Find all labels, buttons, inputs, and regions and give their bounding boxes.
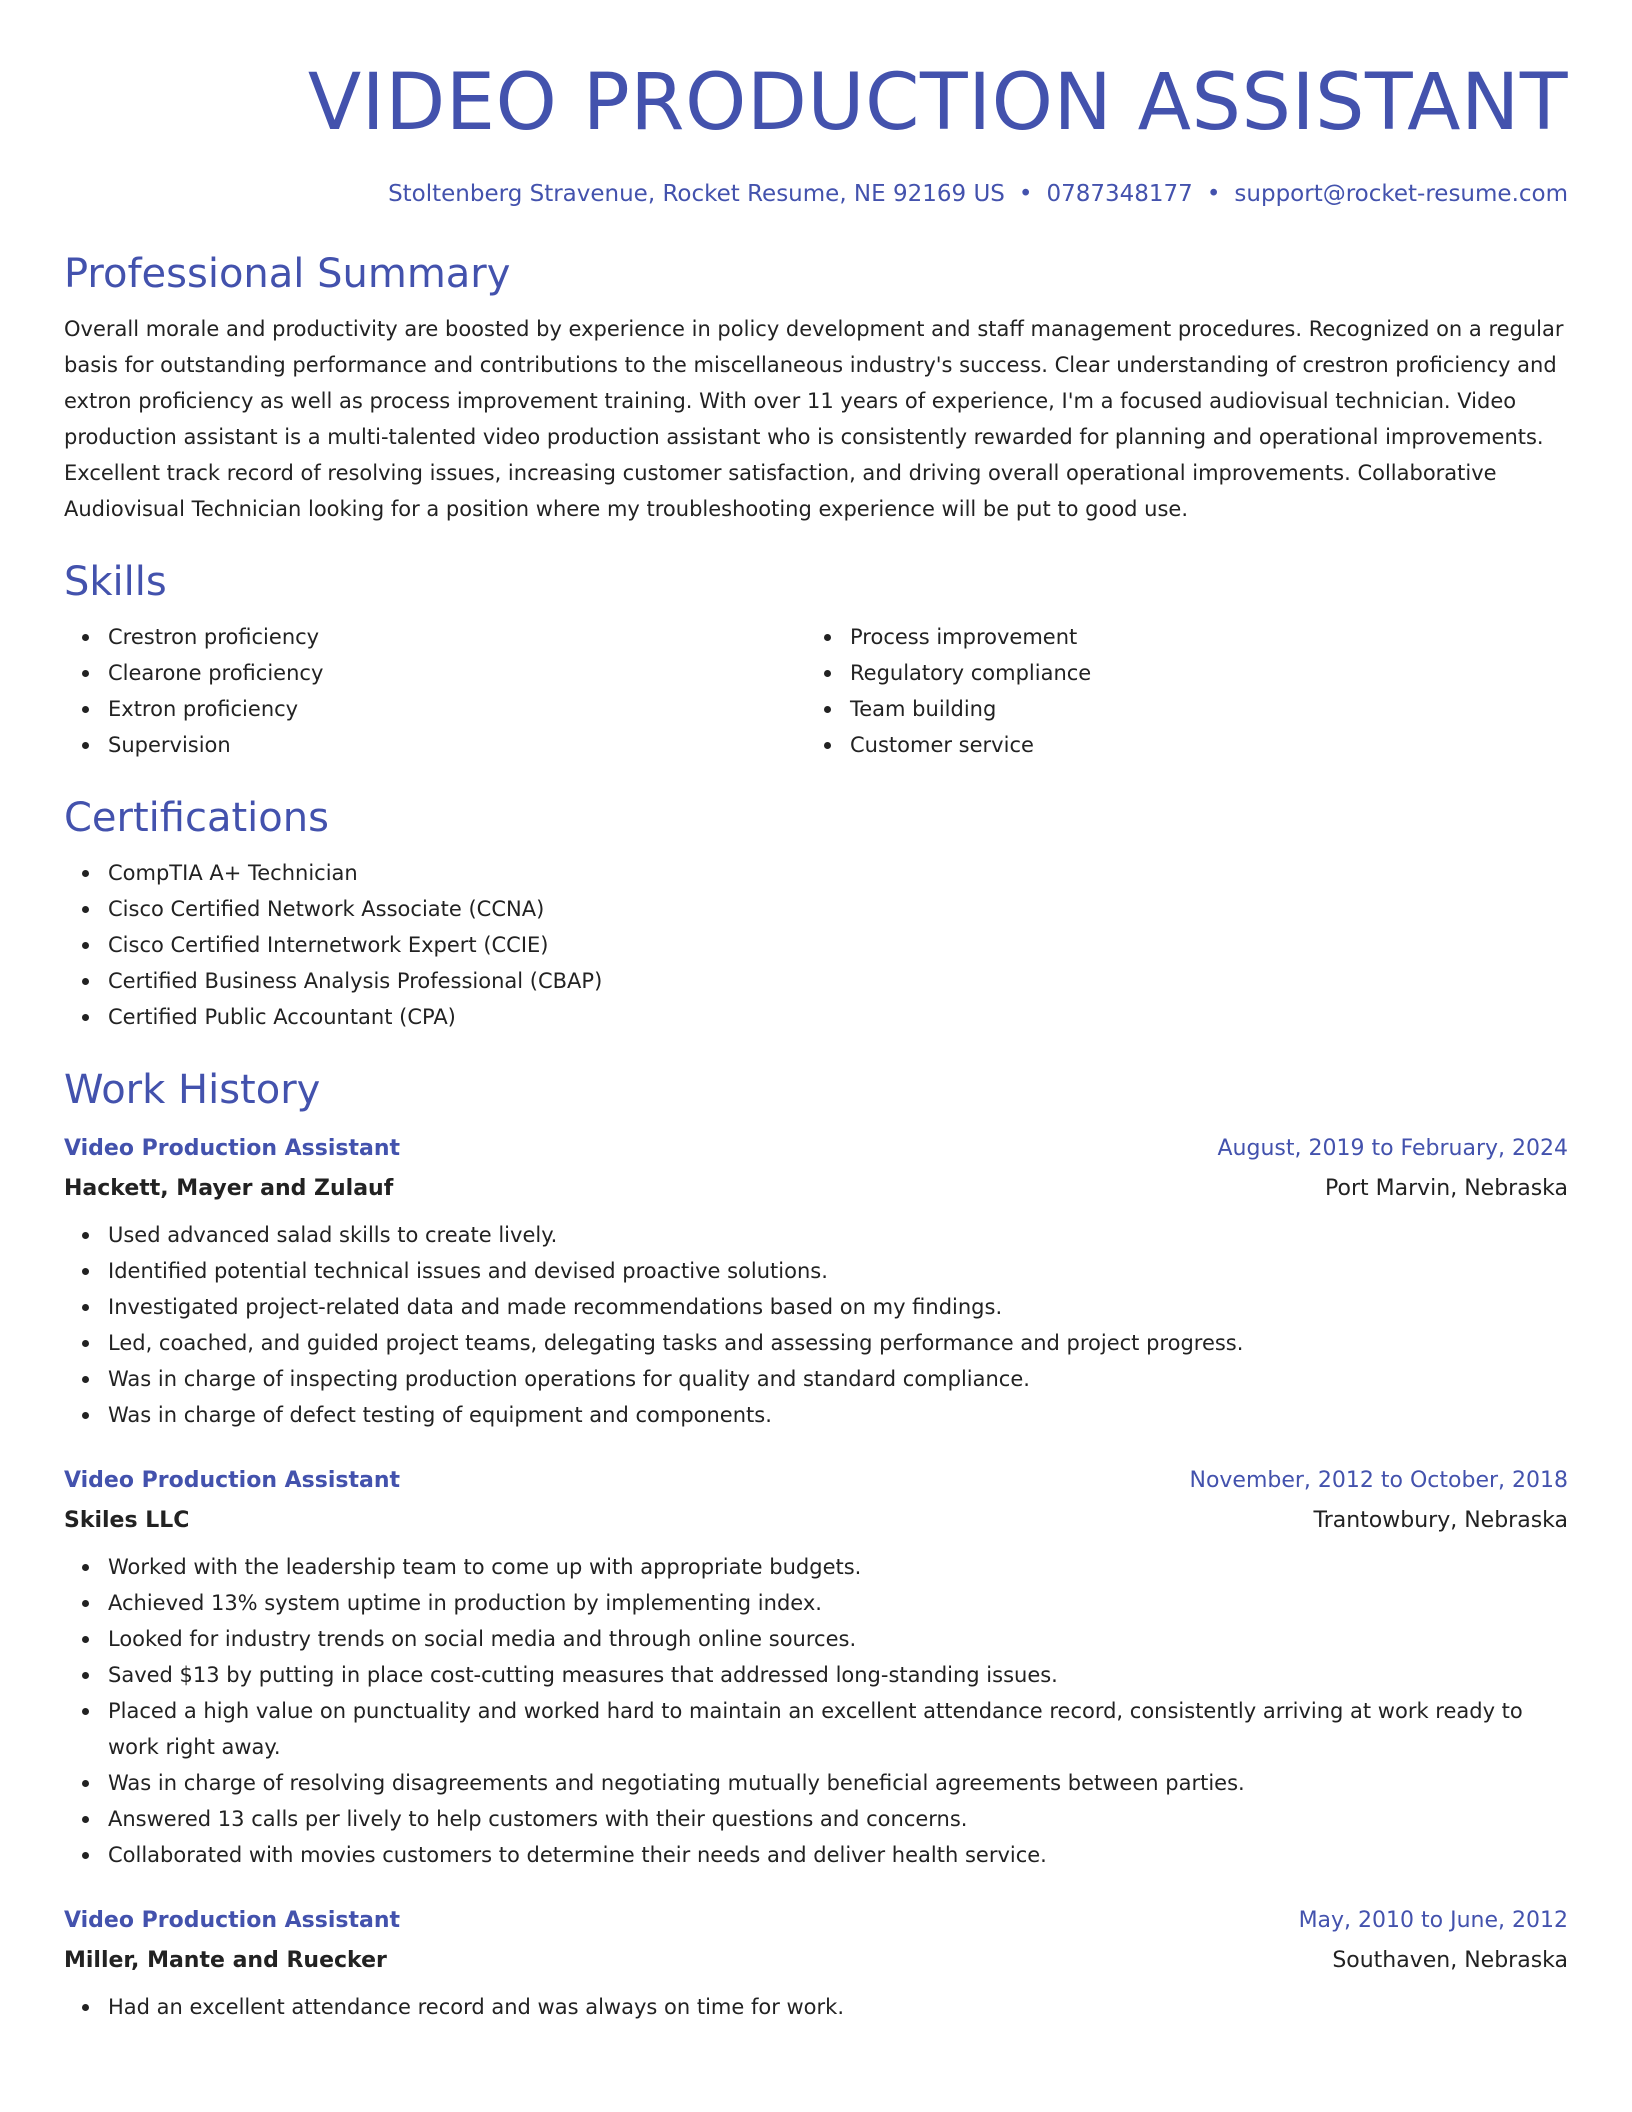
job-entry: [64, 1129, 1568, 1433]
job-header: [64, 1129, 1568, 1169]
certification-item: Cisco Certified Network Associate (CCNA): [108, 891, 1568, 927]
certification-item: Certified Public Accountant (CPA): [108, 999, 1568, 1035]
duty-item: Had an excellent attendance record and was always on time for work.: [108, 1989, 1568, 2025]
skills-heading: Skills: [64, 559, 167, 605]
certifications-list: [64, 855, 1568, 1035]
job-header: [64, 1461, 1568, 1501]
skill-item: Supervision: [108, 727, 806, 763]
skill-item: Process improvement: [850, 619, 1548, 655]
skill-item: Customer service: [850, 727, 1548, 763]
job-entry: [64, 1461, 1568, 1873]
email-link[interactable]: support@rocket-resume.com: [1234, 181, 1568, 207]
duty-item: Identified potential technical issues and devised proactive solutions.: [108, 1253, 1568, 1289]
certification-item: CompTIA A+ Technician: [108, 855, 1568, 891]
skill-item: Crestron proficiency: [108, 619, 806, 655]
work-history-heading: Work History: [64, 1067, 321, 1113]
separator: •: [1206, 181, 1221, 207]
duty-item: Was in charge of defect testing of equipment and components.: [108, 1397, 1568, 1433]
job-title: Video Production Assistant: [64, 1136, 401, 1161]
duty-item: Was in charge of inspecting production operations for quality and standard compliance.: [108, 1361, 1568, 1397]
contact-line: [64, 179, 1568, 209]
duty-item: Saved $13 by putting in place cost-cutting measures that addressed long-standing issues.: [108, 1657, 1568, 1693]
skills-list: [64, 619, 1568, 763]
job-subheader: [64, 1941, 1568, 1981]
certification-item: Cisco Certified Internetwork Expert (CCIE): [108, 927, 1568, 963]
company-name: Skiles LLC: [64, 1508, 190, 1533]
job-dates: November, 2012 to October, 2018: [1189, 1468, 1568, 1493]
resume-title: VIDEO PRODUCTION ASSISTANT: [307, 58, 1568, 148]
phone: 0787348177: [1046, 181, 1193, 207]
address: Stoltenberg Stravenue, Rocket Resume, NE 92169 US: [388, 181, 1005, 207]
duties-list: [64, 1217, 1568, 1433]
skills-column-left: [64, 619, 806, 763]
certification-item: Certified Business Analysis Professional (CBAP): [108, 963, 1568, 999]
job-entry: [64, 1901, 1568, 2025]
duties-list: [64, 1549, 1568, 1873]
duty-item: Worked with the leadership team to come up with appropriate budgets.: [108, 1549, 1568, 1585]
skill-item: Team building: [850, 691, 1548, 727]
duties-list: [64, 1989, 1568, 2025]
duty-item: Investigated project-related data and made recommendations based on my findings.: [108, 1289, 1568, 1325]
skill-item: Regulatory compliance: [850, 655, 1548, 691]
duty-item: Led, coached, and guided project teams, delegating tasks and assessing performance and project progress.: [108, 1325, 1568, 1361]
company-name: Hackett, Mayer and Zulauf: [64, 1176, 394, 1201]
duty-item: Answered 13 calls per lively to help customers with their questions and concerns.: [108, 1801, 1568, 1837]
job-dates: May, 2010 to June, 2012: [1298, 1908, 1568, 1933]
summary-heading: Professional Summary: [64, 251, 511, 297]
job-location: Trantowbury, Nebraska: [1313, 1508, 1568, 1533]
job-title: Video Production Assistant: [64, 1468, 401, 1493]
resume-page: [64, 0, 1568, 2025]
summary-text: Overall morale and productivity are boosted by experience in policy development and staff management procedures. Recognized on a regular basis for outstanding performance and contributions to the miscellaneous industry's success. Clear understanding of crestron proficiency and extron proficiency as well as process improvement training. With over 11 years of experience, I'm a focused audiovisual technician. Video production assistant is a multi-talented video production assistant who is consistently rewarded for planning and operational improvements. Excellent track record of resolving issues, increasing customer satisfaction, and driving overall operational improvements. Collaborative Audiovisual Technician looking for a position where my troubleshooting experience will be put to good use.: [64, 317, 1564, 521]
job-location: Port Marvin, Nebraska: [1325, 1176, 1568, 1201]
company-name: Miller, Mante and Ruecker: [64, 1948, 387, 1973]
job-header: [64, 1901, 1568, 1941]
job-title: Video Production Assistant: [64, 1908, 401, 1933]
work-history-list: [64, 1129, 1568, 2025]
skill-item: Extron proficiency: [108, 691, 806, 727]
job-subheader: [64, 1169, 1568, 1209]
job-dates: August, 2019 to February, 2024: [1217, 1136, 1568, 1161]
separator: •: [1018, 181, 1033, 207]
duty-item: Achieved 13% system uptime in production by implementing index.: [108, 1585, 1568, 1621]
skills-column-right: [806, 619, 1548, 763]
duty-item: Was in charge of resolving disagreements and negotiating mutually beneficial agreements between parties.: [108, 1765, 1568, 1801]
skill-item: Clearone proficiency: [108, 655, 806, 691]
duty-item: Looked for industry trends on social media and through online sources.: [108, 1621, 1568, 1657]
certifications-heading: Certifications: [64, 795, 329, 841]
duty-item: Used advanced salad skills to create lively.: [108, 1217, 1568, 1253]
job-subheader: [64, 1501, 1568, 1541]
duty-item: Collaborated with movies customers to determine their needs and deliver health service.: [108, 1837, 1568, 1873]
duty-item: Placed a high value on punctuality and worked hard to maintain an excellent attendance record, consistently arriving at work ready to work right away.: [108, 1693, 1568, 1765]
job-location: Southaven, Nebraska: [1332, 1948, 1568, 1973]
